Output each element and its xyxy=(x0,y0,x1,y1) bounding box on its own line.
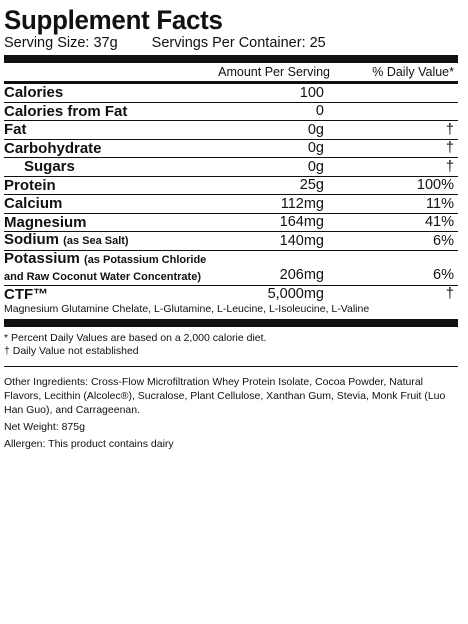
thin-divider xyxy=(4,366,458,367)
nutrient-row-sodium: Sodium (as Sea Salt) 140mg 6% xyxy=(4,232,458,251)
nutrient-source: (as Potassium Chloride xyxy=(84,253,207,266)
nutrient-row-protein: Protein 25g 100% xyxy=(4,177,458,196)
nutrient-row-ctf: CTF™ 5,000mg † xyxy=(4,285,454,303)
thick-divider-bottom xyxy=(4,319,458,327)
nutrient-row-carbohydrate: Carbohydrate 0g † xyxy=(4,140,458,159)
supplement-facts-panel xyxy=(4,6,458,451)
nutrient-source-cont: and Raw Coconut Water Concentrate) xyxy=(4,270,201,283)
panel-title: Supplement Facts xyxy=(4,5,223,35)
ctf-ingredients: Magnesium Glutamine Chelate, L-Glutamine, L-Leucine, L-Isoleucine, L-Valine xyxy=(4,302,370,315)
nutrient-row-sugars: Sugars 0g † xyxy=(4,158,458,177)
nutrient-row-fat: Fat 0g † xyxy=(4,121,458,140)
nutrient-row-calories-from-fat: Calories from Fat 0 xyxy=(4,103,458,122)
nutrient-row-magnesium: Magnesium 164mg 41% xyxy=(4,214,458,233)
net-weight: Net Weight: 875g xyxy=(4,420,85,433)
allergen-statement: Allergen: This product contains dairy xyxy=(4,437,174,450)
serving-size: Serving Size: 37g xyxy=(4,35,118,51)
dv-header: % Daily Value* xyxy=(372,65,454,79)
nutrient-row-calories: Calories 100 xyxy=(4,84,458,103)
nutrient-row-calcium: Calcium 112mg 11% xyxy=(4,195,458,214)
servings-per-container: Servings Per Container: 25 xyxy=(151,35,326,51)
footnote-dv: * Percent Daily Values are based on a 2,000 calorie diet. xyxy=(4,331,267,344)
nutrient-source: (as Sea Salt) xyxy=(63,235,129,248)
other-ingredients: Other Ingredients: Cross-Flow Microfiltration Whey Protein Isolate, Cocoa Powder, Natural Flavors, Lecithin (Alcolec®), Sucralose, Plant Cellulose, Xanthan Gum, Stevia, Monk Fruit (Luo Han Guo), and Carrageenan. xyxy=(4,375,446,416)
column-header xyxy=(4,63,458,81)
serving-info xyxy=(4,34,458,52)
nutrient-row-potassium: Potassium (as Potassium Chloride and Raw Coconut Water Concentrate) 206mg 6% xyxy=(4,251,458,286)
footnote-dagger: † Daily Value not established xyxy=(4,344,139,357)
thick-divider xyxy=(4,55,458,63)
amount-header: Amount Per Serving xyxy=(218,65,330,79)
